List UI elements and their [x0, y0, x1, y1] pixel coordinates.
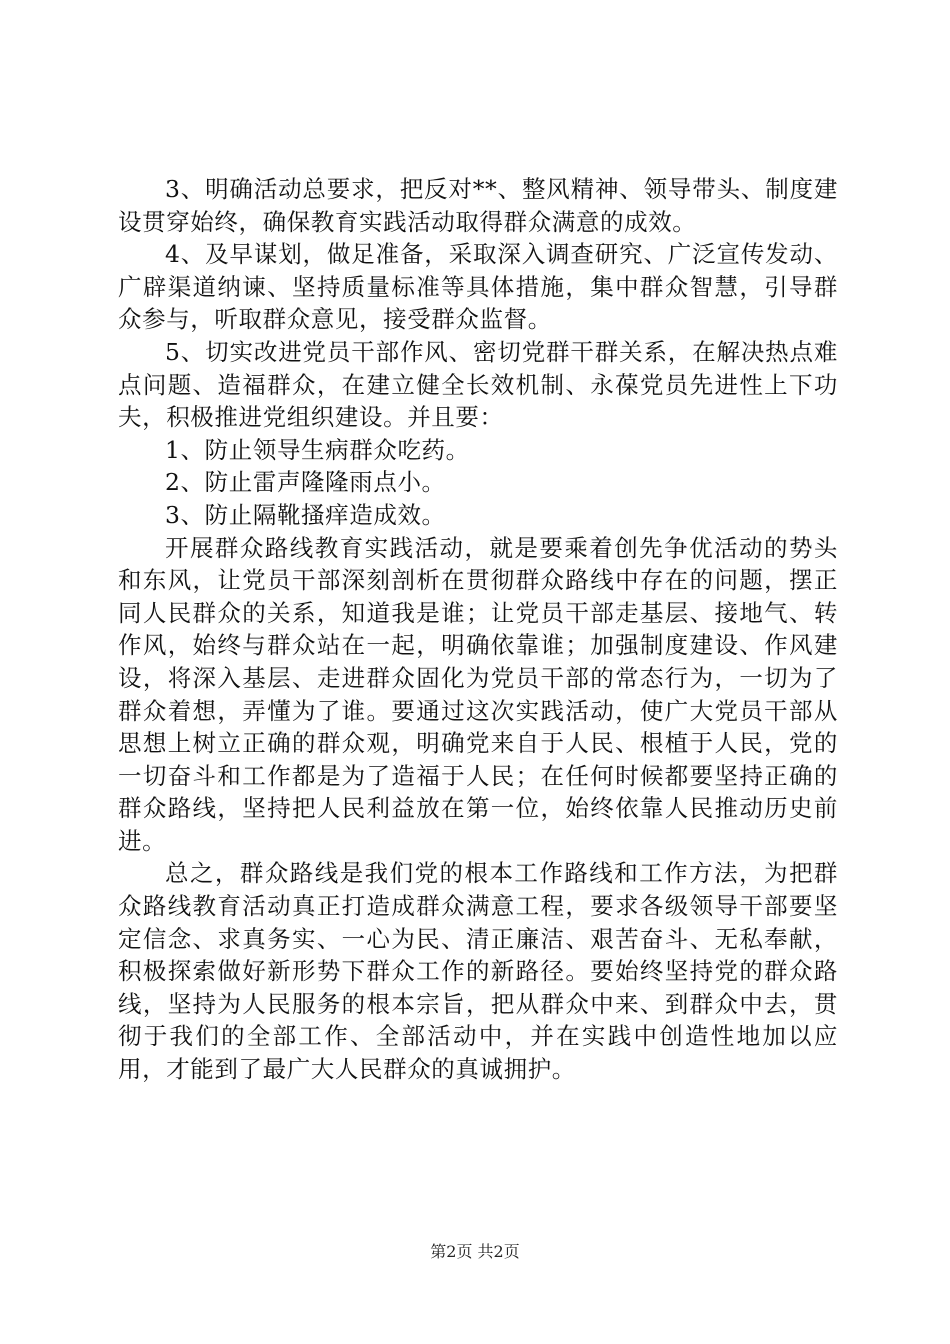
- paragraph-sub-item-3: 3、防止隔靴搔痒造成效。: [165, 500, 446, 529]
- paragraph-sub-item-2: 2、防止雷声隆隆雨点小。: [165, 468, 446, 497]
- paragraph-item-4: 4、及早谋划，做足准备，采取深入调查研究、广泛宣传发动、广辟渠道纳谏、坚持质量标准等具体措施，集中群众智慧，引导群众参与，听取群众意见，接受群众监督。: [118, 240, 838, 334]
- paragraph-body: 开展群众路线教育实践活动，就是要乘着创先争优活动的势头和东风，让党员干部深刻剖析在贯彻群众路线中存在的问题，摆正同人民群众的关系，知道我是谁；让党员干部走基层、接地气、转作风，始终与群众站在一起，明确依靠谁；加强制度建设、作风建设，将深入基层、走进群众固化为党员干部的常态行为，一切为了群众着想，弄懂为了谁。要通过这次实践活动，使广大党员干部从思想上树立正确的群众观，明确党来自于人民、根植于人民，党的一切奋斗和工作都是为了造福于人民；在任何时候都要坚持正确的群众路线，坚持把人民利益放在第一位，始终依靠人民推动历史前进。: [118, 533, 838, 855]
- paragraph-conclusion: 总之，群众路线是我们党的根本工作路线和工作方法，为把群众路线教育活动真正打造成群众满意工程，要求各级领导干部要坚定信念、求真务实、一心为民、清正廉洁、艰苦奋斗、无私奉献，积极探索做好新形势下群众工作的新路径。要始终坚持党的群众路线，坚持为人民服务的根本宗旨，把从群众中来、到群众中去，贯彻于我们的全部工作、全部活动中，并在实践中创造性地加以应用，才能到了最广大人民群众的真诚拥护。: [118, 859, 838, 1084]
- document-body: [118, 173, 838, 1086]
- paragraph-item-3: 3、明确活动总要求，把反对**、整风精神、领导带头、制度建设贯穿始终，确保教育实践活动取得群众满意的成效。: [118, 175, 838, 236]
- page-number-footer: 第2页 共2页: [430, 1242, 520, 1261]
- paragraph-item-5: 5、切实改进党员干部作风、密切党群干群关系，在解决热点难点问题、造福群众，在建立健全长效机制、永葆党员先进性上下功夫，积极推进党组织建设。并且要：: [118, 337, 838, 432]
- paragraph-sub-item-1: 1、防止领导生病群众吃药。: [165, 435, 470, 464]
